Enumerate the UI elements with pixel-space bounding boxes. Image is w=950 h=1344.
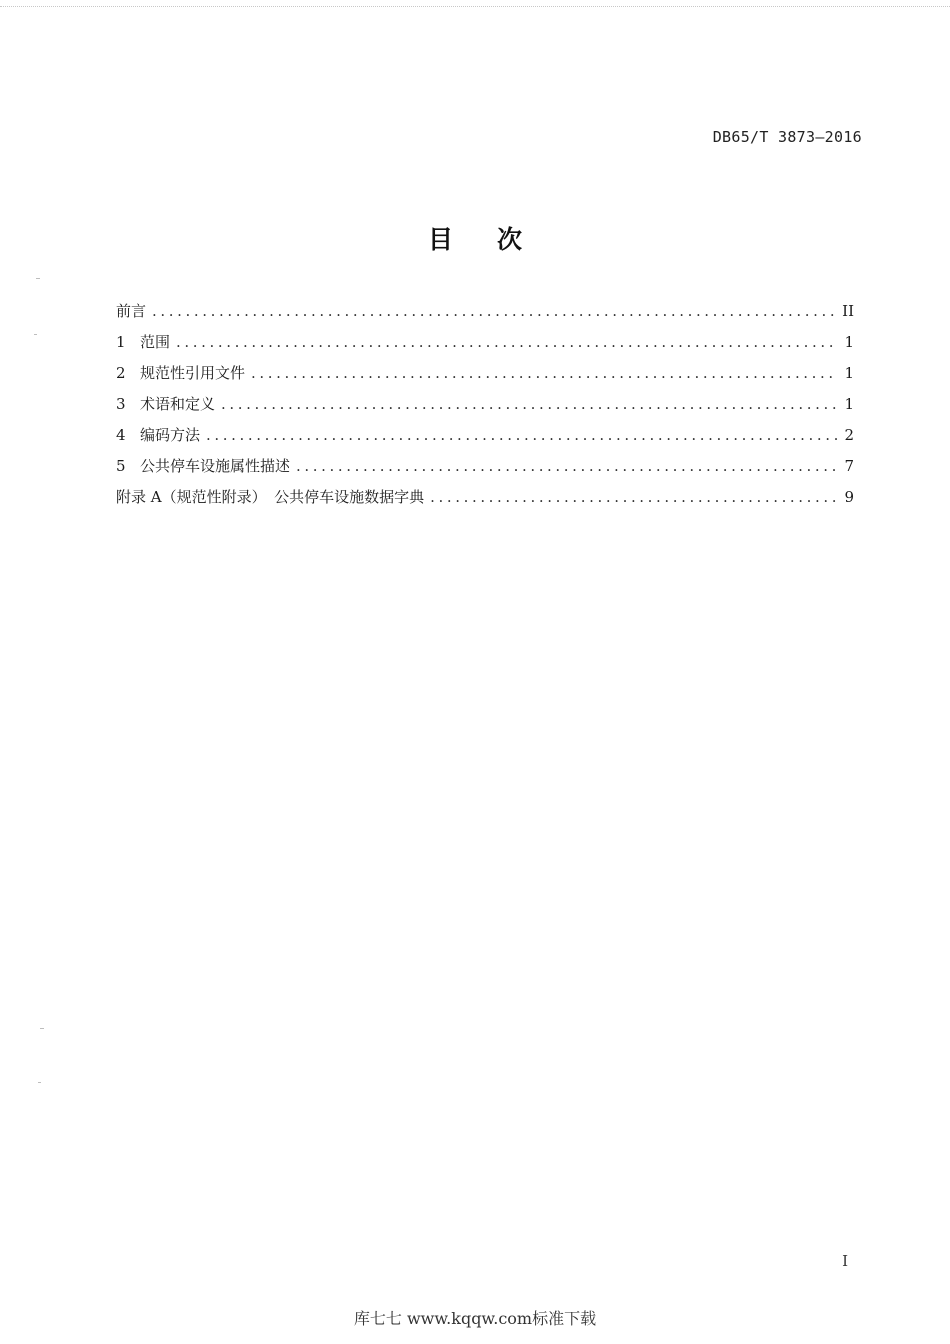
toc-dot-leader bbox=[430, 486, 838, 508]
toc-entry-appendix-a[interactable] bbox=[116, 486, 854, 517]
toc-section-number: 2 bbox=[116, 364, 126, 382]
toc-entry-text: 附录 A（规范性附录） 公共停车设施数据字典 bbox=[116, 488, 425, 506]
toc-entry-text: 术语和定义 bbox=[140, 395, 216, 413]
scan-edge bbox=[0, 0, 950, 7]
scan-speck bbox=[36, 278, 40, 279]
toc-entry-terms-definitions[interactable] bbox=[116, 393, 854, 424]
scan-speck bbox=[34, 334, 37, 335]
scan-speck bbox=[40, 1028, 44, 1029]
document-code: DB65/T 3873—2016 bbox=[712, 128, 862, 146]
toc-entry-text: 编码方法 bbox=[140, 426, 201, 444]
toc-page-number: 1 bbox=[844, 395, 854, 413]
toc-entry-text: 规范性引用文件 bbox=[140, 364, 246, 382]
toc-dot-leader bbox=[152, 300, 836, 322]
toc-page-number: 1 bbox=[844, 333, 854, 351]
toc-dot-leader bbox=[176, 331, 838, 353]
toc-entry-text: 前言 bbox=[116, 302, 147, 320]
toc-dot-leader bbox=[221, 393, 838, 415]
scan-speck bbox=[38, 1082, 41, 1083]
watermark-text: 库七七 www.kqqw.com标准下载 bbox=[353, 1309, 597, 1328]
toc-entry-foreword[interactable] bbox=[116, 300, 854, 331]
toc-dot-leader bbox=[296, 455, 838, 477]
toc-section-number: 5 bbox=[116, 457, 126, 475]
toc-page-number: 9 bbox=[844, 488, 854, 506]
toc-entry-attribute-description[interactable] bbox=[116, 455, 854, 486]
toc-entry-scope[interactable] bbox=[116, 331, 854, 362]
toc-page-number: 7 bbox=[844, 457, 854, 475]
toc-entry-coding-method[interactable] bbox=[116, 424, 854, 455]
toc-entry-normative-references[interactable] bbox=[116, 362, 854, 393]
toc-section-number: 3 bbox=[116, 395, 126, 413]
table-of-contents bbox=[116, 300, 854, 517]
toc-page-number: II bbox=[842, 302, 854, 320]
toc-title: 目次 bbox=[427, 225, 566, 254]
toc-entry-text: 公共停车设施属性描述 bbox=[140, 457, 291, 475]
toc-section-number: 4 bbox=[116, 426, 126, 444]
toc-page-number: 1 bbox=[844, 364, 854, 382]
toc-entry-text: 范围 bbox=[140, 333, 171, 351]
page-number: I bbox=[842, 1252, 848, 1270]
toc-dot-leader bbox=[251, 362, 838, 384]
toc-dot-leader bbox=[206, 424, 838, 446]
toc-page-number: 2 bbox=[844, 426, 854, 444]
toc-section-number: 1 bbox=[116, 333, 126, 351]
